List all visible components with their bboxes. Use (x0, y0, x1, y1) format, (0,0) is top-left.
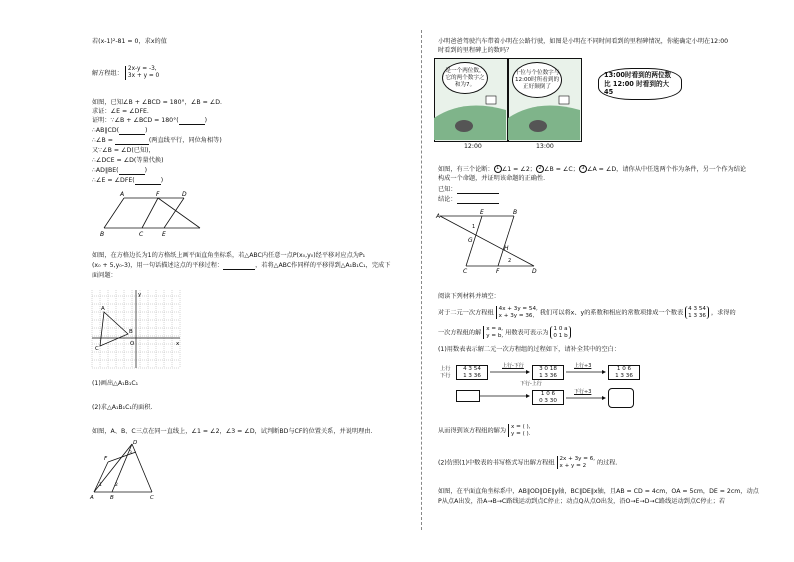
flow-answer-box[interactable] (608, 388, 634, 408)
comic-bubble-1: 是一个两位数，它的两个数字之和为7。 (442, 62, 488, 94)
logic-angle-2: 2 (508, 258, 512, 264)
blank-field[interactable] (457, 186, 499, 194)
flow-op-2: 上行÷3 (574, 363, 592, 369)
matrix-table-1: 4 3 54 1 3 36 (685, 306, 709, 319)
flow-empty-box[interactable] (456, 390, 480, 402)
blank-field[interactable] (179, 117, 205, 125)
label-A: A (120, 191, 125, 198)
comic-time-1: 12:00 (464, 143, 482, 150)
logic-label-A: A (436, 213, 441, 220)
coord-line-2: P从点A出发，沿A→B→C路线运动到点C停止；动点Q从点O出发，沿O→E→D→C路线运动到点C停止；若 (438, 498, 726, 505)
tri-label-A: A (90, 495, 94, 501)
tri-label-C: C (150, 495, 154, 501)
grid-label-B: B (129, 329, 133, 335)
flow-matrix-2: 3 0 18 1 3 36 (532, 365, 564, 380)
flow-op-4: 下行÷3 (574, 389, 592, 395)
proof-step-6: ∴AD∥BE( ) (92, 167, 148, 174)
grid-label-A: A (101, 306, 105, 312)
circled-3: 3 (579, 165, 587, 173)
blank-field[interactable] (223, 262, 255, 270)
proof-step-4: 又∵∠B = ∠D(已知)， (92, 147, 155, 154)
circled-1: 1 (494, 165, 502, 173)
proof-step-7: ∴∠E = ∠DFE( ) (92, 177, 164, 184)
flow-matrix-4: 1 0 6 0 3 30 (532, 390, 564, 405)
matrix-line-2: 一次方程组的解 x = a, y = b, 用数表可表示为 1 0 a 0 1 b (438, 326, 571, 339)
flow-row-labels: 上行 下行 (440, 366, 451, 379)
tri-label-B: B (110, 495, 114, 501)
blank-field[interactable] (457, 196, 499, 204)
coordinate-grid (92, 290, 182, 370)
flow-matrix-3: 1 0 6 1 3 36 (608, 365, 640, 380)
parallel-intro: 如图，A、B、C三点在同一直线上，∠1 = ∠2，∠3 = ∠D，试判断BD与CF的位置关系，并说明理由. (92, 428, 373, 435)
system-eq1: 2x-y = -3, (127, 66, 157, 72)
comic-intro-2: 时看到的里程碑上的数吗？ (438, 47, 513, 54)
matrix-q2: (2)仿照(1)中数表的书写格式写出解方程组 2x + 3y = 6, x + y = 2 的过程. (438, 456, 618, 469)
coord-line-1: 如图，在平面直角坐标系中，AB∥OD∥DE∥y轴，BC∥DE∥x轴，且AB = CD = 4cm，OA = 5cm，DE = 2cm，动点 (438, 488, 759, 495)
logic-label-H: H (504, 245, 509, 252)
logic-label-G: G (468, 237, 473, 244)
flow-arrow-3 (480, 394, 530, 398)
blank-field[interactable] (115, 137, 149, 145)
grid-intro-1: 如图，在方格边长为1的方格纸上画平面直角坐标系，若△ABC内任意一点P(x₀,y₀)经平移对应点为P₁ (92, 252, 366, 259)
label-E: E (162, 231, 166, 238)
grid-q2: (2)求△A₁B₁C₁的面积. (92, 404, 153, 411)
logic-label-F: F (496, 268, 500, 275)
flow-matrix-1: 4 3 54 1 3 36 (456, 365, 488, 380)
logic-label-D: D (532, 268, 537, 275)
label-C: C (139, 231, 144, 238)
grid-label-y: y (138, 292, 142, 298)
grid-q1: (1)画出△A₁B₁C₁ (92, 380, 139, 387)
blank-field[interactable] (135, 177, 161, 185)
q-system-label: 解方程组： 2x-y = -3, 3x + y = 0 (92, 66, 160, 79)
matrix-q1-end: 从而得到该方程组的解为 x = ( ), y = ( ). (438, 424, 531, 437)
matrix-q1: (1)用数表表示解二元一次方程组的过程如下，请补全其中的空白： (438, 346, 621, 353)
grid-label-C: C (95, 346, 99, 352)
proof-step-2: ∴AB∥CD( ) (92, 127, 148, 134)
flow-op-1: 上行-下行 (502, 363, 524, 369)
comic-intro-1: 小明爸爸驾驶汽车带着小明在公路行驶，如图是小明在不同时间看到的里程碑情况，你能确定小明在12:00 (438, 38, 729, 45)
proof-intro: 如图，已知∠B + ∠BCD = 180°，∠B = ∠D. (92, 99, 223, 106)
logic-figure (436, 209, 542, 275)
system-eq2: 3x + y = 0 (127, 73, 160, 79)
logic-intro-1: 如图，有三个论断： 1 ∠1 = ∠2； 2 ∠B = ∠C； 3 ∠A = ∠D，请你从中任选两个作为条件，另一个作为结论 (438, 166, 747, 173)
logic-intro-2: 构成一个命题，并证明该命题的正确性. (438, 175, 546, 182)
comic-time-2: 13:00 (536, 143, 554, 150)
logic-angle-1: 1 (472, 224, 476, 230)
grid-intro-2: (x₀ + 5,y₀-3)，用一句话描述这点的平移过程： ，若将△ABC作同样的平移得到△A₁B₁C₁，完成下 (92, 262, 391, 269)
label-D: D (182, 191, 187, 198)
grid-label-O: O (130, 341, 135, 347)
logic-label-E: E (480, 209, 484, 216)
tri-label-D: D (133, 440, 138, 446)
comic-cloud: 13:00时看到的两位数比 12:00 时看到的大 45 (598, 68, 682, 100)
label-B: B (100, 231, 105, 238)
tri-angle-1: 1 (99, 483, 102, 488)
matrix-line-1: 对于二元一次方程组 4x + 3y = 54, x + 3y = 36, 我们可以将x、y的系数和相应的常数项排成一个数表 4 3 54 1 3 36 ，求得的 (438, 306, 736, 319)
proof-step-1: 证明：∵∠B + ∠BCD = 180°( ) (92, 117, 208, 124)
logic-known: 已知： (438, 186, 499, 194)
logic-conclusion: 结论： (438, 196, 499, 204)
blank-field[interactable] (119, 167, 145, 175)
grid-label-x: x (176, 341, 180, 347)
proof-goal: 求证：∠E = ∠DFE. (92, 108, 149, 115)
flow-op-3: 下行-上行 (520, 381, 542, 387)
logic-label-C: C (463, 268, 468, 275)
q-sqrt-equation: 若(x-1)²-81 = 0，求x的值 (92, 38, 167, 45)
logic-label-B: B (513, 209, 518, 216)
comic-bubble-2: 十位与个位数字与12:00时所看到的正好颠倒了 (512, 62, 562, 98)
proof-step-3: ∴∠B = (两直线平行，同位角相等) (92, 137, 222, 144)
flow-arrow-2 (566, 370, 606, 374)
column-divider (421, 30, 422, 530)
blank-field[interactable] (119, 127, 145, 135)
grid-intro-3: 面问题： (92, 272, 117, 279)
matrix-title: 阅读下列材料并填空： (438, 293, 500, 300)
tri-angle-2: 2 (115, 483, 118, 488)
circled-2: 2 (536, 165, 544, 173)
triangle-figure (92, 440, 162, 500)
label-F: F (156, 191, 160, 198)
flow-arrow-1 (490, 370, 530, 374)
proof-step-5: ∴∠DCE = ∠D(等量代换) (92, 157, 164, 164)
parallelogram-figure (96, 190, 206, 238)
tri-label-F: F (104, 456, 108, 462)
tri-angle-3: 3 (129, 451, 132, 456)
matrix-table-identity: 1 0 a 0 1 b (550, 326, 570, 339)
flow-arrow-4 (566, 396, 606, 400)
